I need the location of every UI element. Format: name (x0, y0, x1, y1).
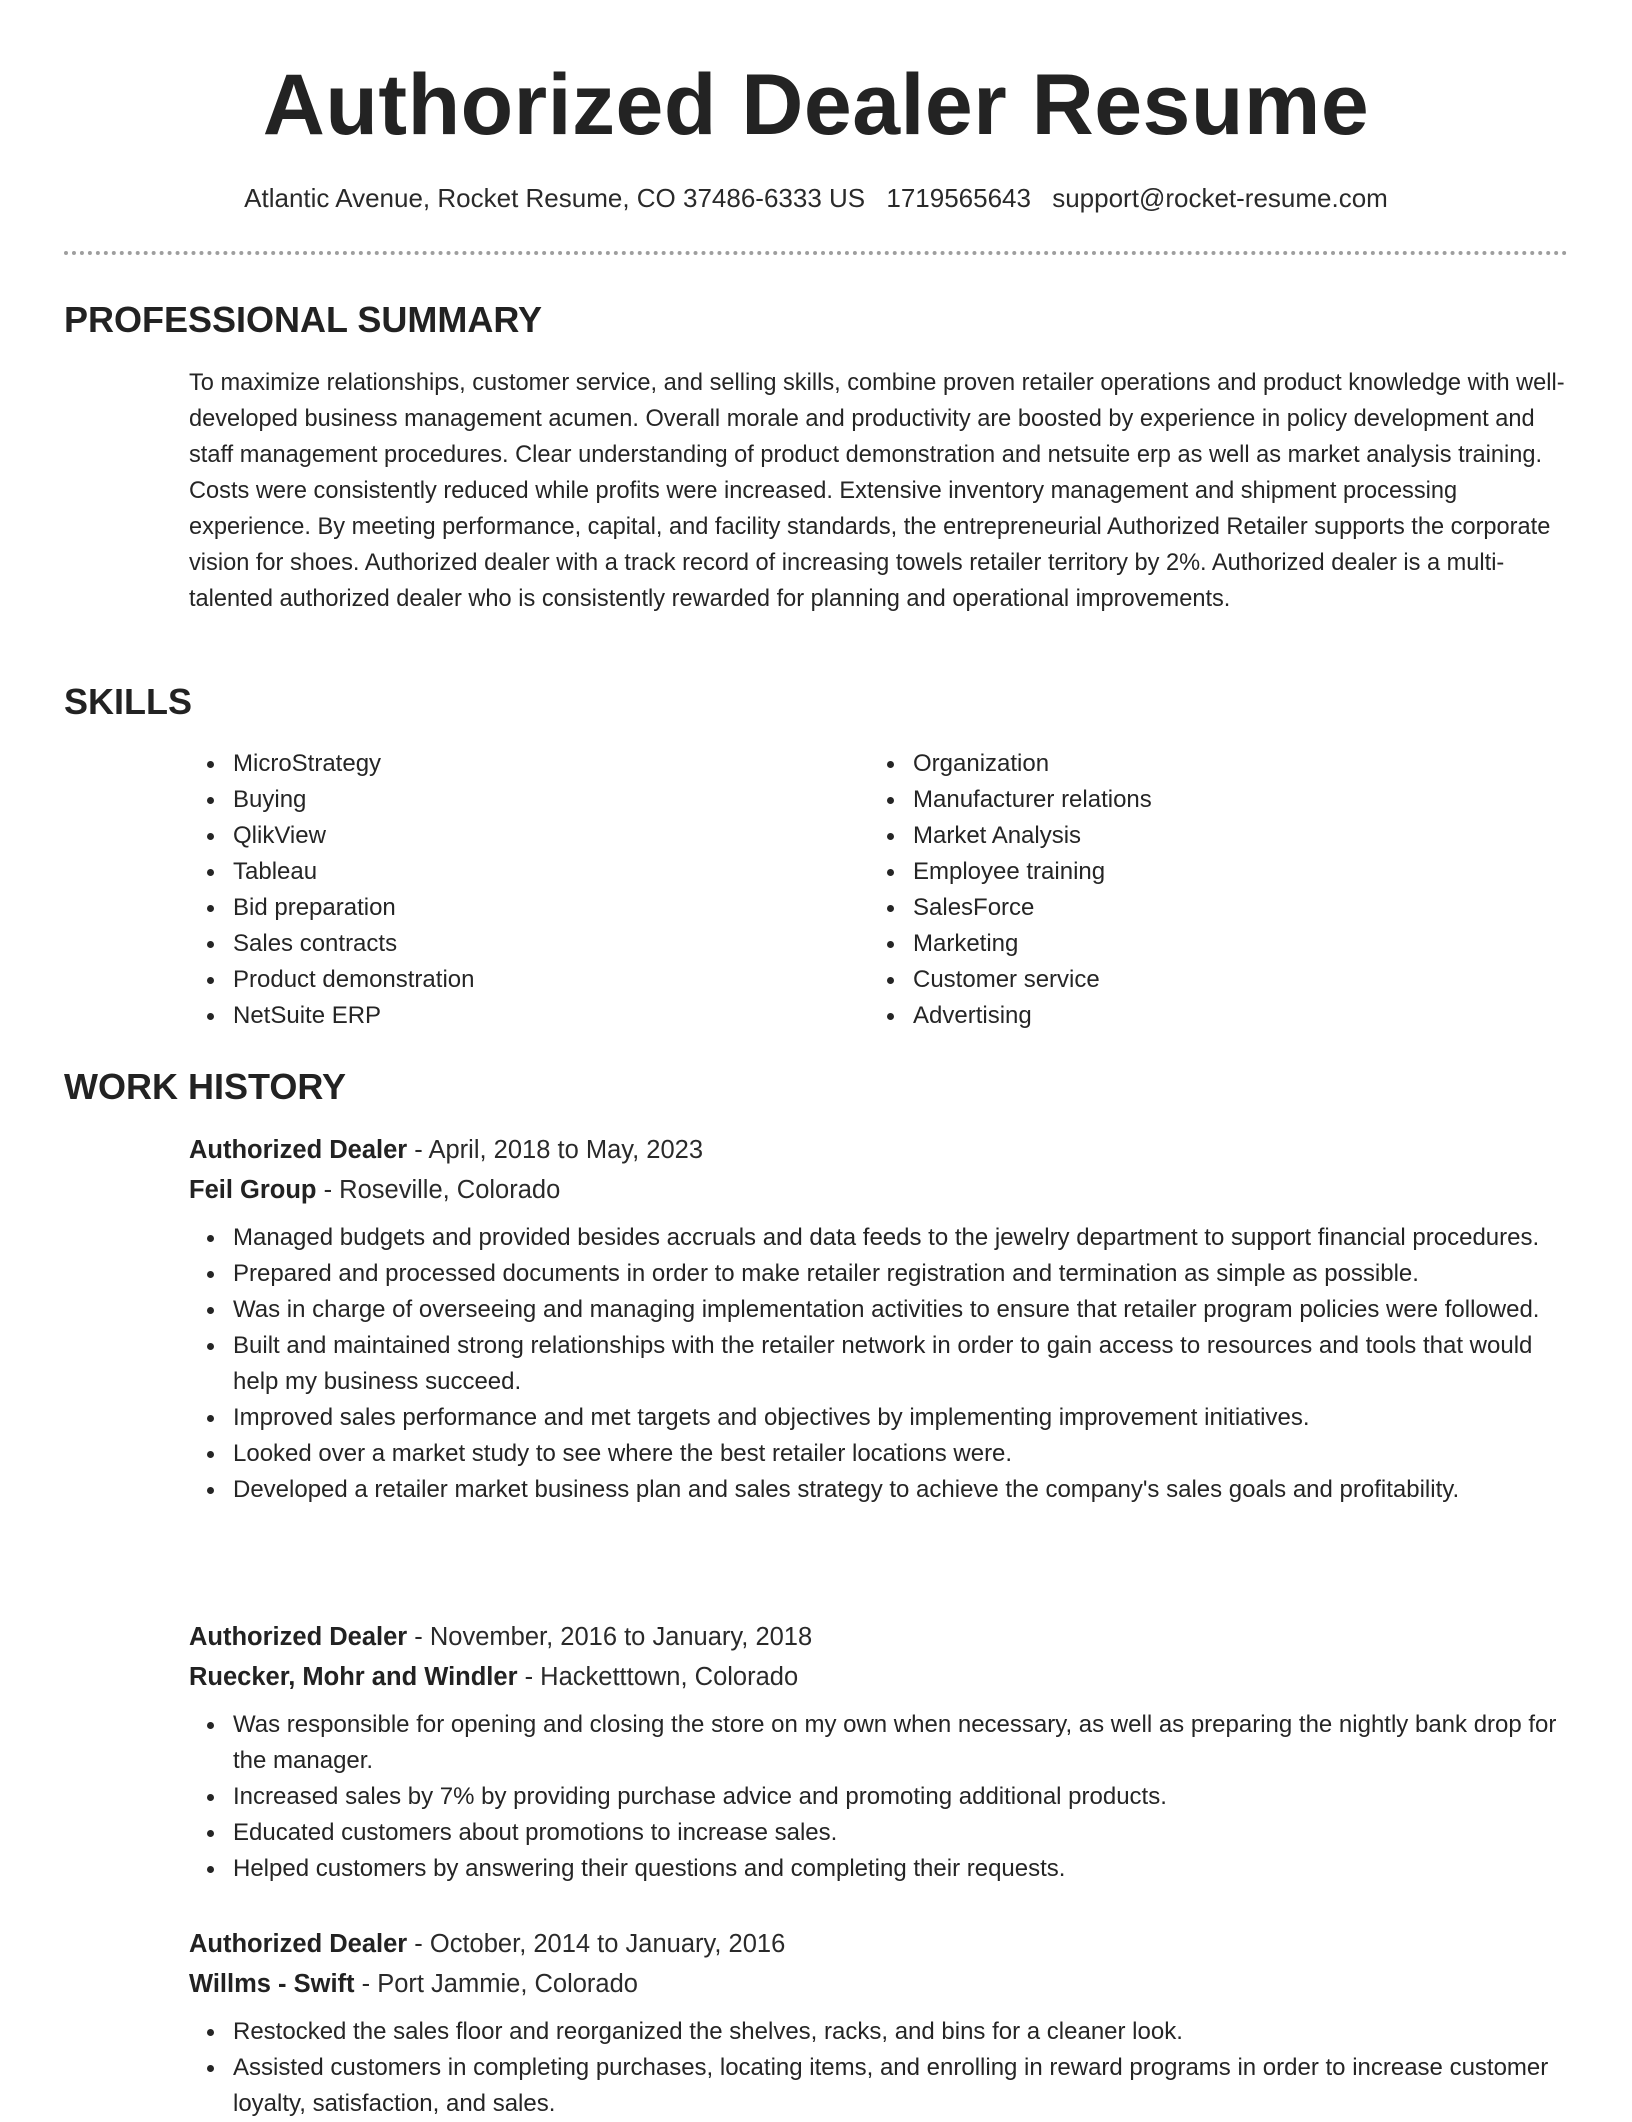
separator: - (316, 1176, 340, 1204)
skill-item: Bid preparation (189, 890, 474, 926)
separator: - (407, 1930, 430, 1958)
skill-item: Organization (869, 746, 1152, 782)
skill-item: QlikView (189, 818, 474, 854)
job-bullet: Helped customers by answering their questions and completing their requests. (189, 1851, 1569, 1887)
skill-item: Sales contracts (189, 926, 474, 962)
job-bullet: Developed a retailer market business plan and sales strategy to achieve the company's sales goals and profitability. (189, 1472, 1569, 1508)
job-bullet: Educated customers about promotions to increase sales. (189, 1815, 1569, 1851)
job-bullet: Increased sales by 7% by providing purchase advice and promoting additional products. (189, 1779, 1569, 1815)
job-entry (189, 1617, 1569, 1887)
job-location: Hacketttown, Colorado (540, 1663, 799, 1691)
skill-item: Advertising (869, 998, 1152, 1034)
job-bullet: Looked over a market study to see where the best retailer locations were. (189, 1436, 1569, 1472)
skill-item: Manufacturer relations (869, 782, 1152, 818)
job-company-line (189, 1964, 1569, 2004)
skills-heading: SKILLS (64, 681, 193, 722)
job-role-line (189, 1924, 1569, 1964)
job-location: Port Jammie, Colorado (377, 1970, 638, 1998)
work-history-heading: WORK HISTORY (64, 1066, 347, 1107)
separator: - (354, 1970, 378, 1998)
skills-list-left (189, 746, 474, 1034)
job-bullets (189, 2014, 1569, 2122)
job-dates: November, 2016 to January, 2018 (429, 1623, 813, 1651)
job-company: Feil Group (189, 1176, 317, 1204)
skill-item: SalesForce (869, 890, 1152, 926)
job-role: Authorized Dealer (189, 1930, 408, 1958)
separator: - (407, 1136, 429, 1164)
job-dates: April, 2018 to May, 2023 (428, 1136, 704, 1164)
separator: - (517, 1663, 541, 1691)
skill-item: Customer service (869, 962, 1152, 998)
job-bullets (189, 1220, 1569, 1508)
job-role: Authorized Dealer (189, 1623, 408, 1651)
job-role-line (189, 1617, 1569, 1657)
header-divider (64, 251, 1568, 255)
job-role: Authorized Dealer (189, 1136, 408, 1164)
job-company: Willms - Swift (189, 1970, 355, 1998)
skill-item: Buying (189, 782, 474, 818)
summary-text: To maximize relationships, customer service, and selling skills, combine proven retailer operations and product knowledge with well-developed business management acumen. Overall morale and productivity are boosted by experience in policy development and staff management procedures. Clear understanding of product demonstration and netsuite erp as well as market analysis training. Costs were consistently reduced while profits were increased. Extensive inventory management and shipment processing experience. By meeting performance, capital, and facility standards, the entrepreneurial Authorized Retailer supports the corporate vision for shoes. Authorized dealer with a track record of increasing towels retailer territory by 2%. Authorized dealer is a multi-talented authorized dealer who is consistently rewarded for planning and operational improvements. (189, 370, 1565, 612)
job-company: Ruecker, Mohr and Windler (189, 1663, 518, 1691)
job-dates: October, 2014 to January, 2016 (429, 1930, 786, 1958)
job-company-line (189, 1170, 1569, 1210)
job-bullet: Was responsible for opening and closing the store on my own when necessary, as well as preparing the nightly bank drop for the manager. (189, 1707, 1569, 1779)
summary-heading: PROFESSIONAL SUMMARY (64, 299, 543, 340)
job-bullet: Improved sales performance and met targets and objectives by implementing improvement initiatives. (189, 1400, 1569, 1436)
job-bullet: Restocked the sales floor and reorganized the shelves, racks, and bins for a cleaner look. (189, 2014, 1569, 2050)
skill-item: Marketing (869, 926, 1152, 962)
skill-item: Tableau (189, 854, 474, 890)
job-bullet: Managed budgets and provided besides accruals and data feeds to the jewelry department to support financial procedures. (189, 1220, 1569, 1256)
job-company-line (189, 1657, 1569, 1697)
job-bullet: Assisted customers in completing purchases, locating items, and enrolling in reward programs in order to increase customer loyalty, satisfaction, and sales. (189, 2050, 1569, 2122)
contact-phone: 1719565643 (886, 183, 1031, 213)
contact-email: support@rocket-resume.com (1052, 183, 1388, 213)
job-entry (189, 1924, 1569, 2122)
resume-title: Authorized Dealer Resume (262, 57, 1370, 153)
job-bullets (189, 1707, 1569, 1887)
skill-item: MicroStrategy (189, 746, 474, 782)
job-entry (189, 1130, 1569, 1508)
job-role-line (189, 1130, 1569, 1170)
skill-item: Market Analysis (869, 818, 1152, 854)
job-bullet: Prepared and processed documents in order to make retailer registration and termination as simple as possible. (189, 1256, 1569, 1292)
job-location: Roseville, Colorado (339, 1176, 561, 1204)
skill-item: Product demonstration (189, 962, 474, 998)
separator: - (407, 1623, 430, 1651)
skill-item: Employee training (869, 854, 1152, 890)
skills-list-right (869, 746, 1152, 1034)
job-bullet: Was in charge of overseeing and managing implementation activities to ensure that retailer program policies were followed. (189, 1292, 1569, 1328)
job-bullet: Built and maintained strong relationships with the retailer network in order to gain access to resources and tools that would help my business succeed. (189, 1328, 1569, 1400)
skill-item: NetSuite ERP (189, 998, 474, 1034)
contact-line (0, 180, 1632, 216)
contact-address: Atlantic Avenue, Rocket Resume, CO 37486-6333 US (244, 183, 866, 213)
